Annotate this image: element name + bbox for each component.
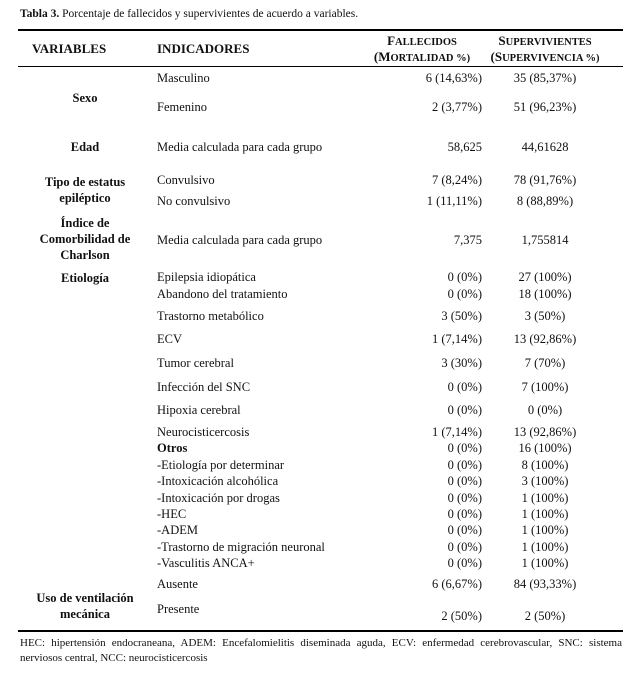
fallecidos-cell: 3 (50%) bbox=[441, 309, 482, 323]
supervivientes-cell: 35 (85,37%) bbox=[513, 71, 577, 85]
fallecidos-cell: 6 (14,63%) bbox=[425, 71, 482, 85]
fallecidos-cell: 0 (0%) bbox=[447, 270, 482, 284]
indicator-cell: Femenino bbox=[157, 100, 207, 114]
header-rule bbox=[18, 66, 623, 67]
table-footnote: HEC: hipertensión endocraneana, ADEM: Encefalomielitis diseminada aguda, ECV: enfermedad cerebrovascular, SNC: sistema nerviosos central, NCC: neurocisticercosis bbox=[20, 637, 622, 664]
supervivientes-cell: 18 (100%) bbox=[518, 287, 572, 301]
fallecidos-cell: 7 (8,24%) bbox=[432, 173, 482, 187]
supervivientes-cell: 16 (100%) bbox=[518, 441, 572, 455]
supervivientes-cell: 8 (88,89%) bbox=[516, 194, 574, 208]
indicator-cell: Infección del SNC bbox=[157, 380, 251, 394]
fallecidos-cell: 7,375 bbox=[453, 233, 482, 247]
variable-estatus-line2: epiléptico bbox=[59, 191, 111, 205]
indicator-cell: Ausente bbox=[157, 577, 198, 591]
caption-text: Porcentaje de fallecidos y supervivientes de acuerdo a variables. bbox=[62, 8, 359, 20]
indicator-cell: Neurocisticercosis bbox=[157, 425, 250, 439]
supervivientes-cell: 51 (96,23%) bbox=[513, 100, 577, 114]
fallecidos-cell: 1 (7,14%) bbox=[432, 425, 482, 439]
fallecidos-cell: 0 (0%) bbox=[447, 287, 482, 301]
supervivientes-cell: 7 (100%) bbox=[521, 380, 569, 394]
fallecidos-cell: 0 (0%) bbox=[447, 380, 482, 394]
table-caption bbox=[20, 8, 358, 20]
indicator-cell: -Vasculitis ANCA+ bbox=[157, 556, 255, 570]
indicator-cell: -Trastorno de migración neuronal bbox=[157, 540, 325, 554]
header-mortalidad-rest: ORTALIDAD %) bbox=[390, 53, 471, 64]
fallecidos-cell: 1 (7,14%) bbox=[432, 332, 482, 346]
fallecidos-cell: 0 (0%) bbox=[447, 556, 482, 570]
variable-estatus-line1: Tipo de estatus bbox=[44, 175, 126, 189]
header-mortalidad-initial: (M bbox=[373, 49, 391, 64]
indicator-cell: Tumor cerebral bbox=[157, 356, 234, 370]
indicator-cell: Convulsivo bbox=[157, 173, 215, 187]
indicator-cell: Otros bbox=[157, 441, 188, 455]
indicator-cell: -Intoxicación por drogas bbox=[157, 491, 280, 505]
header-supervivientes-initial: S bbox=[498, 33, 506, 48]
variable-ventilacion bbox=[22, 590, 148, 622]
fallecidos-cell: 0 (0%) bbox=[447, 523, 482, 537]
variable-charlson-line2: Comorbilidad de bbox=[39, 232, 131, 246]
supervivientes-cell: 3 (100%) bbox=[521, 474, 569, 488]
supervivientes-cell: 1 (100%) bbox=[521, 556, 569, 570]
fallecidos-cell: 6 (6,67%) bbox=[432, 577, 482, 591]
supervivientes-cell: 1 (100%) bbox=[521, 491, 569, 505]
fallecidos-cell: 1 (11,11%) bbox=[426, 194, 482, 208]
supervivientes-cell: 78 (91,76%) bbox=[513, 173, 577, 187]
fallecidos-cell: 0 (0%) bbox=[447, 474, 482, 488]
supervivientes-cell: 84 (93,33%) bbox=[513, 577, 577, 591]
fallecidos-cell: 2 (3,77%) bbox=[432, 100, 482, 114]
indicator-cell: ECV bbox=[157, 332, 182, 346]
header-variables: VARIABLES bbox=[32, 41, 107, 56]
supervivientes-cell: 7 (70%) bbox=[524, 356, 566, 370]
indicator-cell: Epilepsia idiopática bbox=[157, 270, 256, 284]
supervivientes-cell: 13 (92,86%) bbox=[513, 332, 577, 346]
indicator-cell: Abandono del tratamiento bbox=[157, 287, 288, 301]
supervivientes-cell: 2 (50%) bbox=[524, 609, 566, 623]
fallecidos-cell: 0 (0%) bbox=[447, 507, 482, 521]
supervivientes-cell: 1 (100%) bbox=[521, 507, 569, 521]
indicator-cell: No convulsivo bbox=[157, 194, 231, 208]
indicator-cell: Media calculada para cada grupo bbox=[157, 233, 323, 247]
fallecidos-cell: 0 (0%) bbox=[447, 403, 482, 417]
header-supervivencia-initial: (S bbox=[490, 49, 503, 64]
variable-etiologia: Etiología bbox=[61, 271, 109, 285]
caption-label: Tabla 3. bbox=[20, 8, 60, 20]
variable-ventilacion-line2: mecánica bbox=[60, 607, 110, 621]
header-fallecidos bbox=[352, 34, 492, 66]
fallecidos-cell: 0 (0%) bbox=[447, 491, 482, 505]
indicator-cell: Presente bbox=[157, 602, 200, 616]
variable-sexo: Sexo bbox=[72, 91, 98, 105]
fallecidos-cell: 3 (30%) bbox=[441, 356, 482, 370]
header-fallecidos-initial: F bbox=[387, 33, 396, 48]
header-fallecidos-rest: ALLECIDOS bbox=[395, 37, 457, 48]
indicator-cell: -Etiología por determinar bbox=[157, 458, 285, 472]
supervivientes-cell: 1 (100%) bbox=[521, 540, 569, 554]
variable-charlson bbox=[22, 215, 148, 263]
variable-charlson-line3: Charlson bbox=[60, 248, 110, 262]
fallecidos-cell: 0 (0%) bbox=[447, 441, 482, 455]
top-rule bbox=[18, 29, 623, 31]
supervivientes-cell: 0 (0%) bbox=[527, 403, 563, 417]
supervivientes-cell: 3 (50%) bbox=[524, 309, 566, 323]
fallecidos-cell: 2 (50%) bbox=[441, 609, 482, 623]
bottom-rule bbox=[18, 630, 623, 632]
fallecidos-cell: 0 (0%) bbox=[447, 458, 482, 472]
header-indicadores: INDICADORES bbox=[157, 41, 250, 56]
supervivientes-cell: 1,755814 bbox=[521, 233, 569, 247]
indicator-cell: Media calculada para cada grupo bbox=[157, 140, 323, 154]
fallecidos-cell: 58,625 bbox=[447, 140, 482, 154]
indicator-cell: Trastorno metabólico bbox=[157, 309, 264, 323]
variable-edad: Edad bbox=[70, 140, 100, 154]
header-supervivientes bbox=[475, 34, 615, 66]
indicator-cell: -ADEM bbox=[157, 523, 198, 537]
indicator-cell: -HEC bbox=[157, 507, 187, 521]
indicator-cell: Masculino bbox=[157, 71, 210, 85]
indicator-cell: -Intoxicación alcohólica bbox=[157, 474, 279, 488]
supervivientes-cell: 27 (100%) bbox=[518, 270, 572, 284]
supervivientes-cell: 13 (92,86%) bbox=[513, 425, 577, 439]
header-supervivencia-rest: UPERVIVENCIA %) bbox=[502, 53, 600, 64]
variable-ventilacion-line1: Uso de ventilación bbox=[36, 591, 134, 605]
header-supervivientes-rest: UPERVIVIENTES bbox=[505, 37, 592, 48]
supervivientes-cell: 8 (100%) bbox=[521, 458, 569, 472]
indicator-cell: Hipoxia cerebral bbox=[157, 403, 241, 417]
supervivientes-cell: 44,61628 bbox=[521, 140, 569, 154]
supervivientes-cell: 1 (100%) bbox=[521, 523, 569, 537]
variable-charlson-line1: Índice de bbox=[60, 216, 110, 230]
variable-estatus bbox=[22, 174, 148, 206]
fallecidos-cell: 0 (0%) bbox=[447, 540, 482, 554]
